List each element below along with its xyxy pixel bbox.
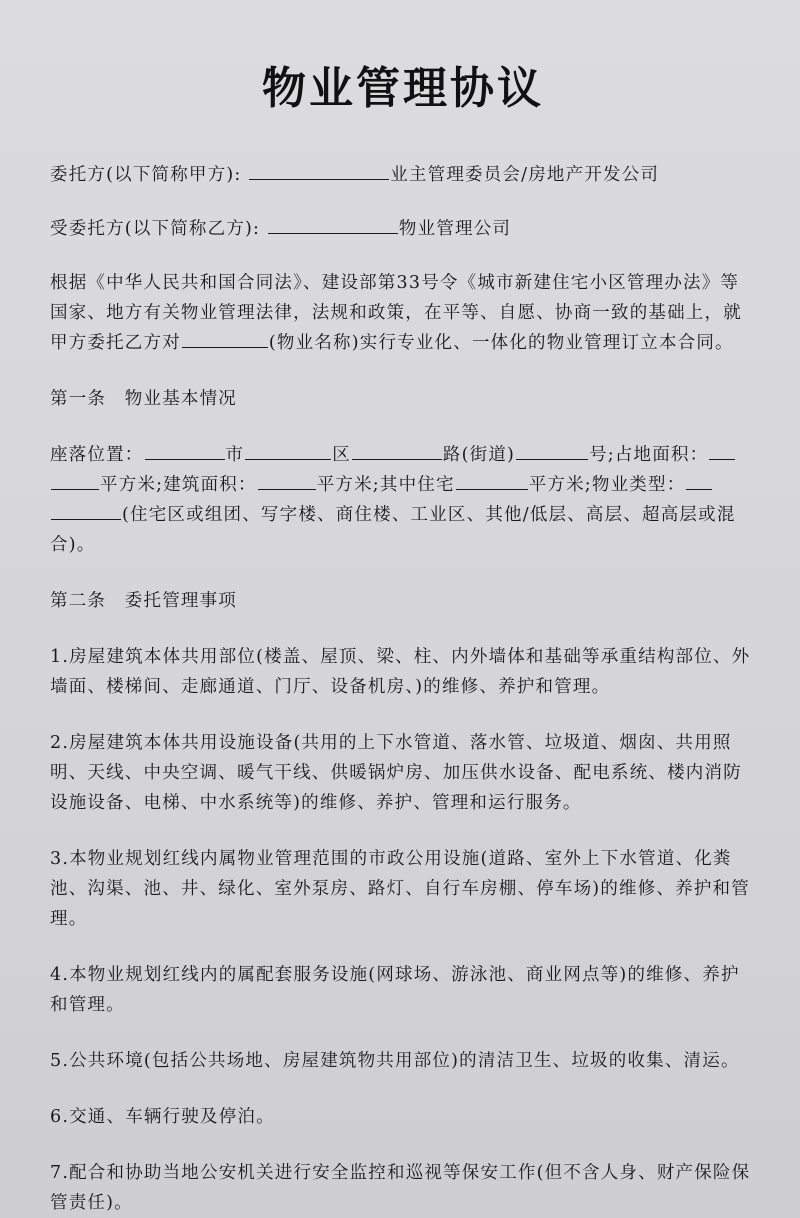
preamble-paragraph [50,268,756,358]
article2-item: 1.房屋建筑本体共用部位(楼盖、屋顶、梁、柱、内外墙体和基础等承重结构部位、外墙面、楼梯间、走廊通道、门厅、设备机房、)的维修、养护和管理。 [50,647,751,697]
property-name-blank [182,329,268,348]
road-blank [352,441,442,460]
document-title: 物业管理协议 [262,63,544,114]
building-area-blank [258,471,316,490]
party-b-suffix: 物业管理公司 [398,219,512,239]
city-label: 市 [225,445,245,465]
party-a-line [50,160,756,190]
party-a-blank [249,161,389,180]
article2-item: 7.配合和协助当地公安机关进行安全监控和巡视等保安工作(但不含人身、财产保险保管责任)。 [50,1163,751,1213]
city-blank [145,441,225,460]
party-b-label: 受委托方(以下简称乙方): [50,219,261,239]
sqm3-label: 平方米;物业类型： [528,475,686,495]
article2-item: 4.本物业规划红线内的属配套服务设施(网球场、游泳池、商业网点等)的维修、养护和管理。 [50,965,740,1015]
number-blank [516,441,588,460]
residential-area-blank [456,471,528,490]
preamble-part2: (物业名称)实行专业化、一体化的物业管理订立本合同。 [268,333,734,353]
sqm1-label: 平方米;建筑面积： [100,475,257,495]
article2-item: 6.交通、车辆行驶及停泊。 [50,1107,275,1127]
article1-heading: 第一条 物业基本情况 [50,389,237,409]
party-b-blank [268,215,398,234]
land-area-blank-a [709,441,735,460]
location-label: 座落位置： [50,445,144,465]
preamble-part1: 根据《中华人民共和国合同法》、建设部第33号令《城市新建住宅小区管理办法》等国家、地方有关物业管理法律，法规和政策，在平等、自愿、协商一致的基础上，就甲方委托乙方对 [50,273,742,353]
property-types: (住宅区或组团、写字楼、商住楼、工业区、其他/低层、高层、超高层或混合)。 [50,505,736,555]
number-label: 号;占地面积： [589,445,709,465]
party-a-label: 委托方(以下简称甲方): [50,165,242,185]
article2-item: 5.公共环境(包括公共场地、房屋建筑物共用部位)的清洁卫生、垃圾的收集、清运。 [50,1051,740,1071]
land-area-blank-b [51,471,99,490]
road-label: 路(街道) [442,445,516,465]
sqm2-label: 平方米;其中住宅 [316,475,455,495]
article2-item: 3.本物业规划红线内属物业管理范围的市政公用设施(道路、室外上下水管道、化粪池、沟渠、池、井、绿化、室外泵房、路灯、自行车房棚、停车场)的维修、养护和管理。 [50,849,750,929]
article2-item: 2.房屋建筑本体共用设施设备(共用的上下水管道、落水管、垃圾道、烟囱、共用照明、天线、中央空调、暖气干线、供暖锅炉房、加压供水设备、配电系统、楼内消防设施设备、电梯、中水系统等)的维修、养护、管理和运行服务。 [50,733,742,813]
article2-heading: 第二条 委托管理事项 [50,591,237,611]
party-b-line [50,214,756,244]
district-label: 区 [332,445,351,465]
property-type-blank-b [51,501,121,520]
district-blank [245,441,331,460]
article1-body [50,440,756,560]
property-type-blank-a [686,471,712,490]
party-a-suffix: 业主管理委员会/房地产开发公司 [390,165,660,185]
